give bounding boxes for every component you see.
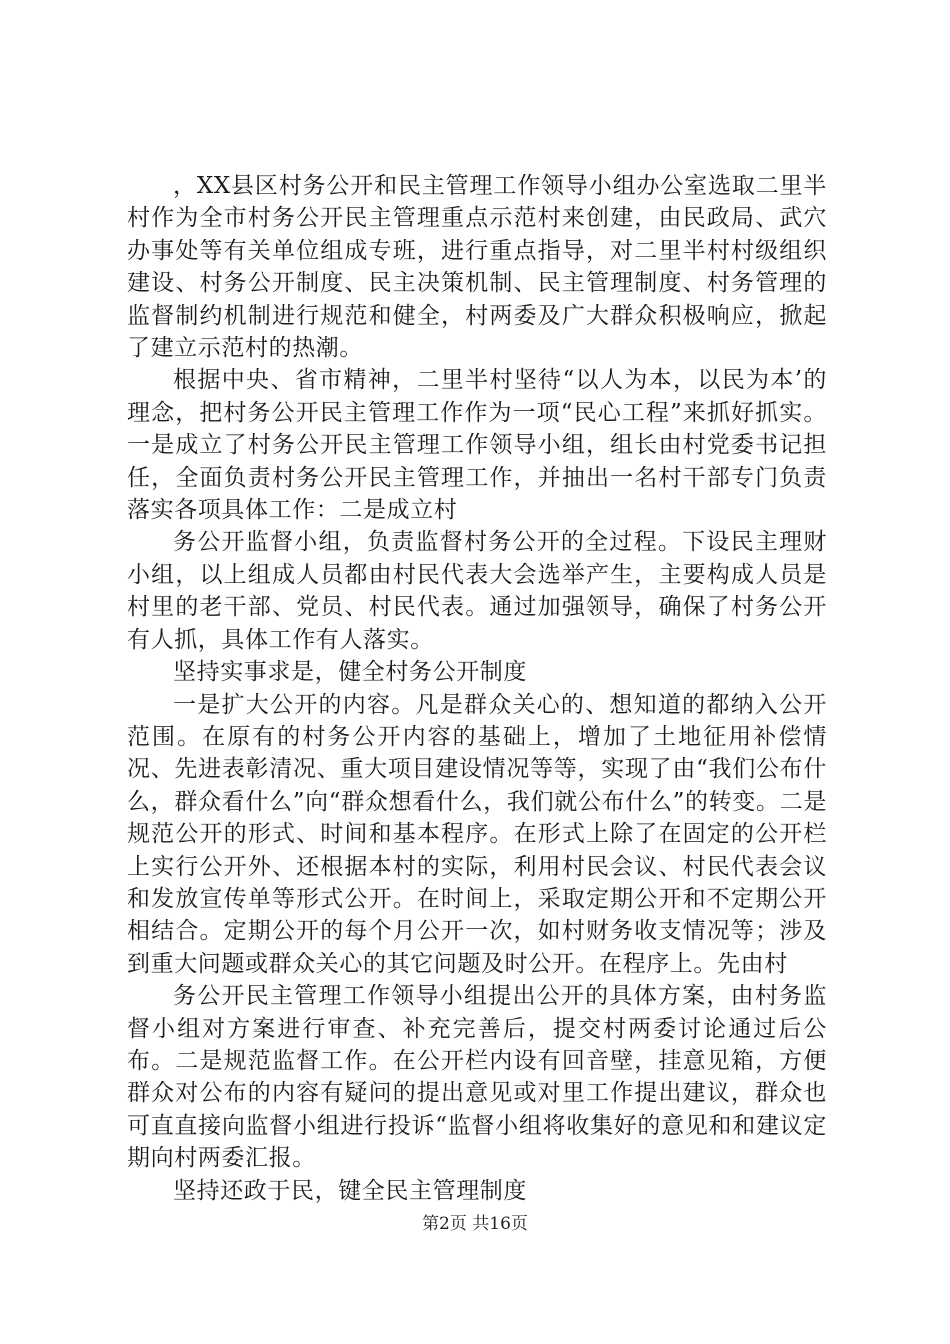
paragraph: 务公开监督小组，负责监督村务公开的全过程。下设民主理财小组，以上组成人员都由村民代表大会选举产生，主要构成人员是村里的老干部、党员、村民代表。通过加强领导，确保了村务公开有人抓，具体工作有人落实。 bbox=[127, 529, 827, 653]
section-heading: 坚持还政于民，键全民主管理制度 bbox=[173, 1177, 527, 1204]
paragraph: 务公开民主管理工作领导小组提出公开的具体方案，由村务监督小组对方案进行审查、补充完善后，提交村两委讨论通过后公布。二是规范监督工作。在公开栏内设有回音壁，挂意见箱，方便群众对公布的内容有疑问的提出意见或对里工作提出建议，群众也可直直接向监督小组进行投诉“监督小组将收集好的意见和和建议定期向村两委汇报。 bbox=[127, 983, 827, 1172]
section-heading: 坚持实事求是，健全村务公开制度 bbox=[173, 659, 527, 686]
paragraph: 根据中央、省市精神，二里半村坚待“以人为本，以民为本’的理念，把村务公开民主管理工作作为一项“民心工程”来抓好抓实。一是成立了村务公开民主管理工作领导小组，组长由村党委书记担任，全面负责村务公开民主管理工作，并抽出一名村干部专门负责落实各项具体工作：二是成立村 bbox=[127, 367, 827, 524]
document-body bbox=[127, 170, 827, 1207]
paragraph: 一是扩大公开的内容。凡是群众关心的、想知道的都纳入公开范围。在原有的村务公开内容的基础上，增加了土地征用补偿情况、先进表彰清况、重大项目建设情况等等，实现了由“我们公布什么，群众看什么”向“群众想看什么，我们就公布什么”的转变。二是规范公开的形式、时间和基本程序。在形式上除了在固定的公开栏上实行公开外、还根据本村的实际，利用村民会议、村民代表会议和发放宣传单等形式公开。在时间上，采取定期公开和不定期公开相结合。定期公开的每个月公开一次，如村财务收支情况等；涉及到重大问题或群众关心的其它问题及时公开。在程序上。先由村 bbox=[127, 691, 827, 977]
page-number-footer: 第2页 共16页 bbox=[422, 1214, 528, 1234]
paragraph: ，XX县区村务公开和民主管理工作领导小组办公室选取二里半村作为全市村务公开民主管理重点示范村来创建，由民政局、武穴办事处等有关单位组成专班，进行重点指导，对二里半村村级组织建设、村务公开制度、民主决策机制、民主管理制度、村务管理的监督制约机制进行规范和健全，村两委及广大群众积极响应，掀起了建立示范村的热潮。 bbox=[127, 173, 827, 362]
